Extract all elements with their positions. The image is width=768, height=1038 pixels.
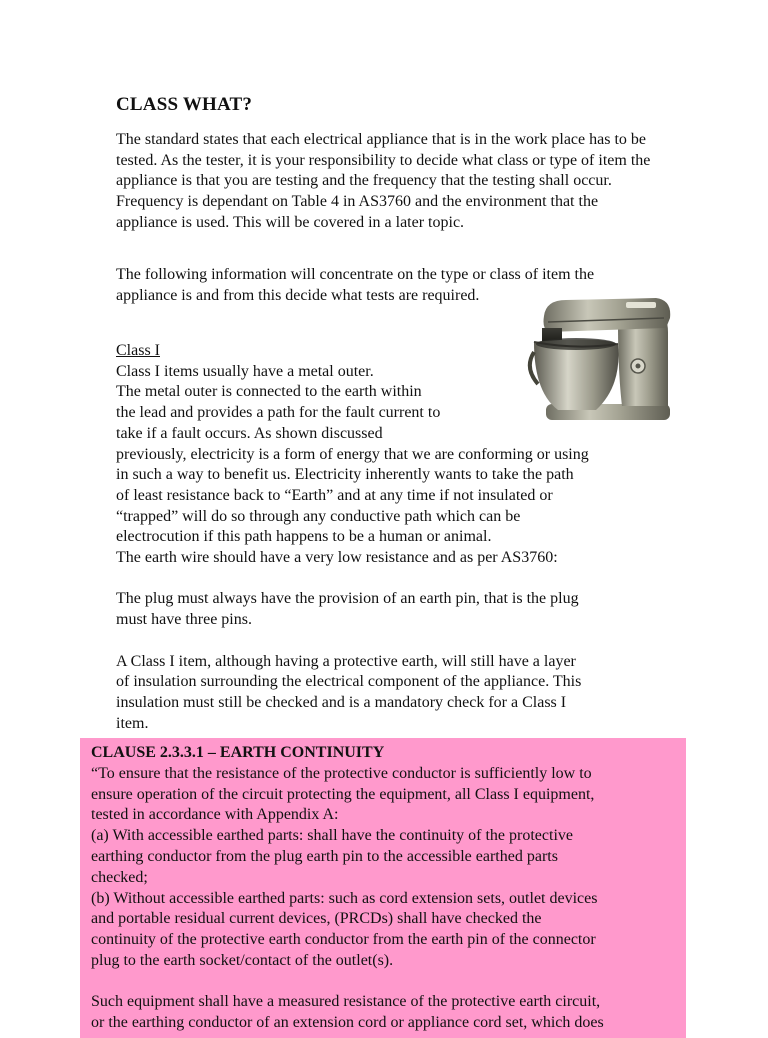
- blank-line: [116, 569, 656, 590]
- text-line: and portable residual current devices, (PRCDs) shall have checked the: [91, 910, 542, 928]
- text-line: the testing shall occur. Frequency is dependant on Table 4 in AS3760 and: [116, 172, 612, 211]
- intro-paragraph-1: [116, 130, 656, 234]
- text-line: earthing conductor from the plug earth pin to the accessible earthed parts: [91, 847, 558, 865]
- text-line: has to be tested. As the tester, it is your responsibility to decide what class: [116, 131, 646, 169]
- text-line: in such a way to benefit us. Electricity inherently wants to take the path: [116, 466, 574, 484]
- text-line: (b) Without accessible earthed parts: such as cord extension sets, outlet devices: [91, 889, 598, 907]
- text-line: Class I items usually have a metal outer.: [116, 362, 374, 380]
- text-line: The plug must always have the provision of an earth pin, that is the plug: [116, 590, 579, 608]
- text-line: Such equipment shall have a measured resistance of the protective earth circuit,: [91, 993, 601, 1011]
- text-line: “trapped” will do so through any conductive path which can be: [116, 507, 521, 525]
- page-title: CLASS WHAT?: [116, 94, 253, 115]
- text-line: or the earthing conductor of an extension cord or appliance cord set, which does: [91, 1014, 604, 1032]
- text-line: take if a fault occurs. As shown discussed: [116, 424, 383, 442]
- text-line: The following information will concentrate on the type or class of item: [116, 266, 571, 283]
- clause-text: [91, 743, 681, 1034]
- text-line: topic.: [428, 213, 465, 231]
- text-line: ensure operation of the circuit protecting the equipment, all Class I equipment,: [91, 785, 595, 803]
- text-line: The earth wire should have a very low resistance and as per AS3760:: [116, 549, 558, 567]
- text-line: the appliance is and from this decide what tests are: [116, 266, 595, 304]
- blank-line: [91, 972, 681, 993]
- class-i-section: [116, 341, 656, 734]
- text-line: previously, electricity is a form of energy that we are conforming or using: [116, 445, 589, 463]
- text-line: the environment that the appliance is used. This will be covered in a later: [116, 193, 599, 231]
- text-line: (a) With accessible earthed parts: shall have the continuity of the protective: [91, 827, 573, 845]
- clause-callout-box: [80, 738, 686, 1038]
- text-line: item.: [116, 714, 149, 732]
- text-line: plug to the earth socket/contact of the outlet(s).: [91, 951, 394, 969]
- section-heading-class-i: Class I: [116, 342, 160, 359]
- text-line: insulation must still be checked and is a mandatory check for a Class I: [116, 693, 567, 711]
- text-line: required.: [422, 286, 480, 304]
- text-line: of insulation surrounding the electrical component of the appliance. This: [116, 673, 582, 691]
- text-line: checked;: [91, 868, 148, 886]
- clause-heading: CLAUSE 2.3.3.1 – EARTH CONTINUITY: [91, 744, 385, 761]
- blank-line: [116, 631, 656, 652]
- text-line: tested in accordance with Appendix A:: [91, 806, 339, 824]
- text-line: electrocution if this path happens to be a human or animal.: [116, 528, 492, 546]
- text-line: The standard states that each electrical appliance that is in the work place: [116, 131, 586, 148]
- text-line: must have three pins.: [116, 611, 252, 629]
- text-line: or type of item the appliance is that you are testing and the frequency that: [116, 151, 651, 190]
- text-line: of least resistance back to “Earth” and at any time if not insulated or: [116, 486, 553, 504]
- text-line: The metal outer is connected to the earth within: [116, 383, 422, 401]
- text-line: continuity of the protective earth conductor from the earth pin of the connector: [91, 931, 596, 949]
- text-line: A Class I item, although having a protective earth, will still have a layer: [116, 652, 576, 670]
- text-line: “To ensure that the resistance of the protective conductor is sufficiently low to: [91, 764, 592, 782]
- text-line: the lead and provides a path for the fault current to: [116, 404, 441, 422]
